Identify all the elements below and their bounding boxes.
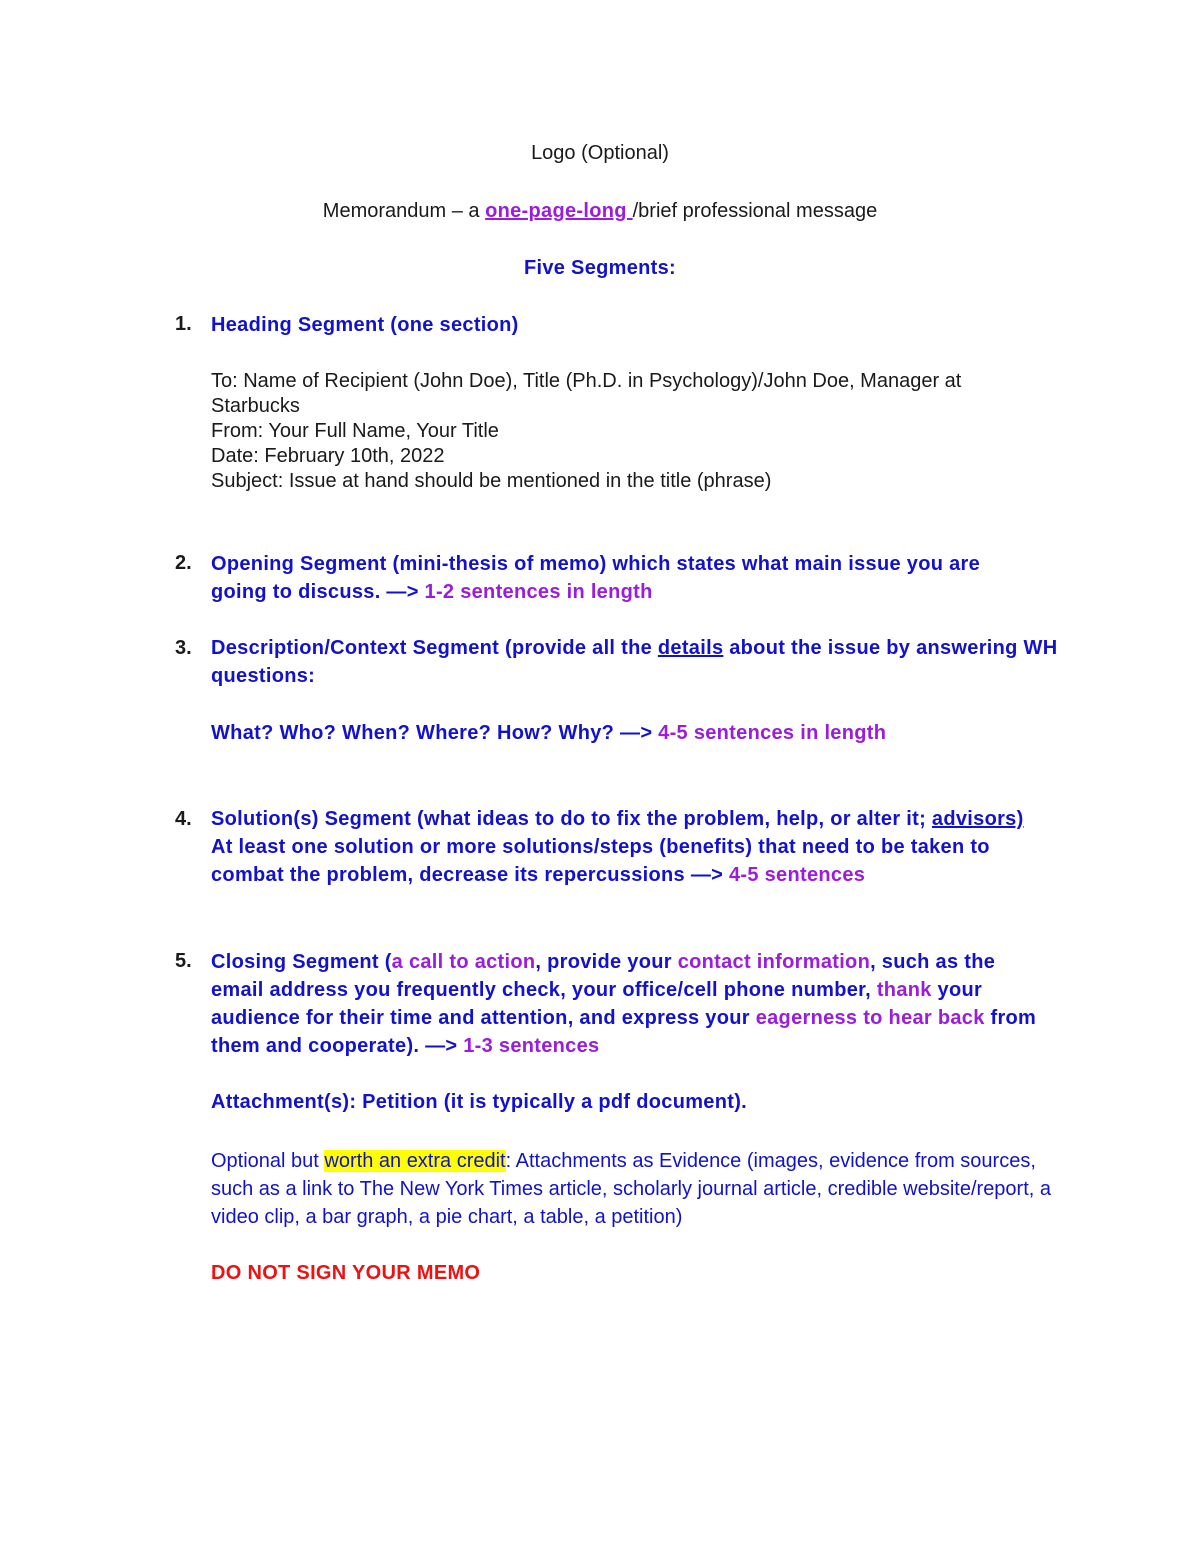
segment-number-3: 3. [175, 637, 192, 659]
extra-credit-highlight: worth an extra credit [324, 1150, 506, 1172]
opening-length: 1-2 sentences in length [424, 581, 653, 603]
memo-suffix: /brief professional message [632, 200, 878, 222]
solutions-text-b: At least one solution or more solutions/steps (benefits) that need to be taken to combat the problem, decrease its repercussions —> [211, 836, 990, 886]
optional-extra-credit [211, 1147, 1056, 1231]
closing-p7: your audience for their time and attention, and express your [211, 979, 983, 1029]
logo-placeholder: Logo (Optional) [531, 142, 669, 164]
segment-title-heading: Heading Segment (one section) [211, 314, 519, 336]
opening-text: Opening Segment (mini-thesis of memo) which states what main issue you are going to discuss. —> [211, 553, 981, 603]
segment-description [211, 634, 1071, 690]
heading-fields [211, 369, 1041, 494]
wh-questions [211, 721, 1071, 746]
segment-number-2: 2. [175, 552, 192, 574]
optional-suffix: : Attachments as Evidence (images, evidence from sources, such as a link to The New York Times article, scholarly journal article, credible website/report, a video clip, a bar graph, a pie chart, a table, a petition) [211, 1150, 1052, 1228]
segment-number-4: 4. [175, 808, 192, 830]
segment-number-1: 1. [175, 313, 192, 335]
closing-p1: Closing Segment ( [211, 951, 392, 973]
subject-line: Subject: Issue at hand should be mentioned in the title (phrase) [211, 470, 772, 492]
description-text-a: Description/Context Segment (provide all the [211, 637, 658, 659]
closing-p5: , such as the email address you frequently check, your office/cell phone number, [211, 951, 996, 1001]
call-to-action: a call to action [391, 951, 536, 973]
do-not-sign-warning: DO NOT SIGN YOUR MEMO [211, 1262, 481, 1284]
to-line: To: Name of Recipient (John Doe), Title (Ph.D. in Psychology)/John Doe, Manager at Starbucks [211, 370, 962, 417]
details-link[interactable]: details [657, 637, 724, 659]
thank: thank [876, 979, 932, 1001]
description-length: 4-5 sentences in length [658, 722, 887, 744]
description-text-b: about the issue by answering WH questions: [211, 637, 1058, 687]
optional-prefix: Optional but [211, 1150, 325, 1172]
solutions-length: 4-5 sentences [728, 864, 866, 886]
solutions-text-a: Solution(s) Segment (what ideas to do to fix the problem, help, or alter it; [211, 808, 932, 830]
segment-closing [211, 948, 1041, 1060]
advisors-link[interactable]: advisors) [931, 808, 1024, 830]
segments-title: Five Segments: [523, 257, 677, 279]
memo-definition [0, 200, 1200, 223]
contact-information: contact information [677, 951, 871, 973]
closing-length: 1-3 sentences [463, 1035, 600, 1057]
closing-p3: , provide your [535, 951, 678, 973]
from-line: From: Your Full Name, Your Title [211, 420, 499, 442]
attachments-line: Attachment(s): Petition (it is typically a pdf document). [211, 1091, 748, 1113]
memo-prefix: Memorandum – a [322, 200, 486, 222]
one-page-long-link[interactable]: one-page-long [485, 200, 633, 222]
date-line: Date: February 10th, 2022 [211, 445, 445, 467]
segment-number-5: 5. [175, 950, 192, 972]
closing-p9: from them and cooperate). —> [211, 1007, 1037, 1057]
wh-questions-text: What? Who? When? Where? How? Why? —> [211, 722, 659, 744]
segment-solutions [211, 805, 1041, 889]
segment-opening [211, 550, 1041, 606]
eagerness-to-hear-back: eagerness to hear back [755, 1007, 985, 1029]
